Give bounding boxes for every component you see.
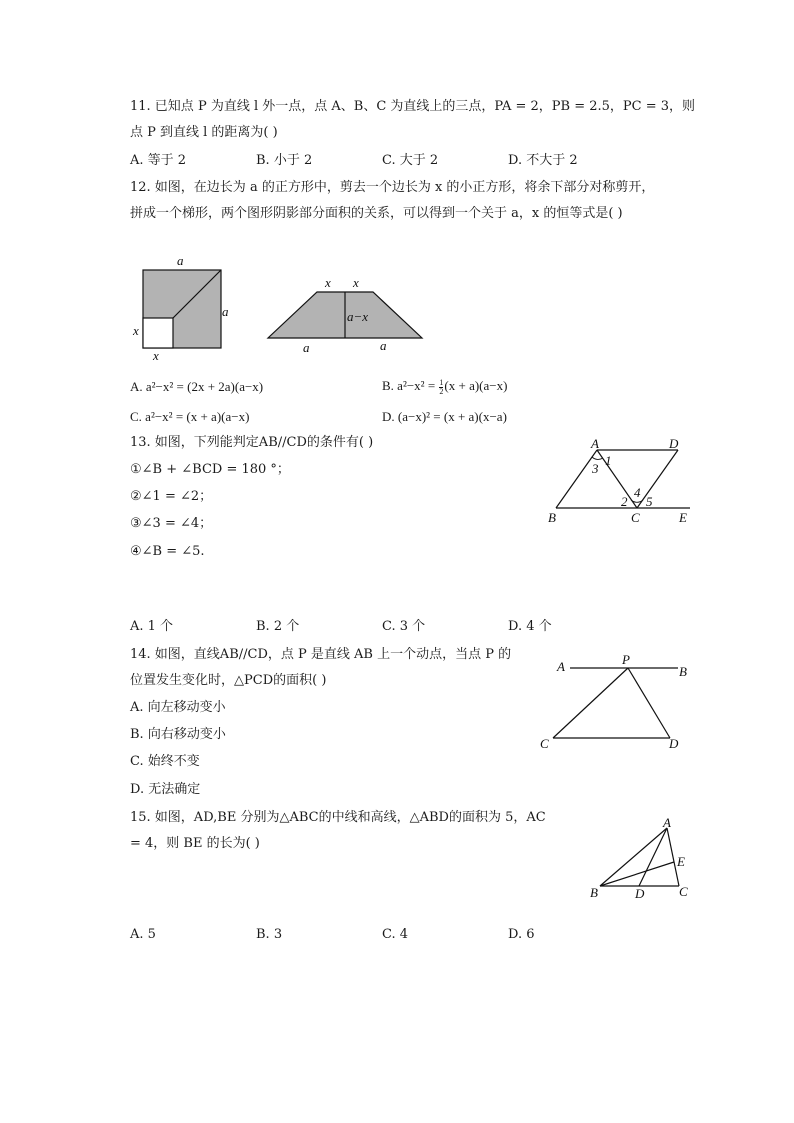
q11-option-d: D. 不大于 2	[508, 153, 578, 168]
q14-option-b: B. 向右移动变小	[130, 727, 226, 742]
label-angle-5: 5	[646, 494, 653, 509]
label-B: B	[590, 885, 598, 900]
label-a-top: a	[177, 253, 184, 268]
q14-option-d: D. 无法确定	[130, 782, 201, 797]
label-P: P	[622, 652, 630, 667]
q15-stem-line2: = 4，则 BE 的长为( )	[130, 836, 260, 851]
q14-triangle-figure	[535, 650, 705, 755]
q11-option-b: B. 小于 2	[256, 153, 313, 168]
label-a-right: a	[380, 338, 387, 353]
label-x-bottom: x	[153, 348, 159, 363]
q13-option-a: A. 1 个	[130, 619, 174, 634]
q13-condition-4: ④∠B = ∠5.	[130, 544, 205, 559]
q15-option-c: C. 4	[382, 927, 409, 942]
label-D: D	[669, 436, 679, 451]
q13-condition-1: ①∠B + ∠BCD = 180 °；	[130, 462, 290, 477]
q12-stem-line2: 拼成一个梯形，两个图形阴影部分面积的关系，可以得到一个关于 a，x 的恒等式是( )	[130, 206, 623, 221]
q14-option-c: C. 始终不变	[130, 754, 200, 769]
q12-option-b: B. a²−x² = $\frac{1}{2}$ (x + a)(a−x)	[382, 377, 508, 396]
side-ab	[600, 828, 667, 886]
q13-parallelogram-figure	[545, 438, 705, 533]
label-A: A	[663, 815, 671, 830]
label-C: C	[540, 736, 549, 751]
q15-option-a: A. 5	[130, 927, 156, 942]
q11-stem-line1: 11. 已知点 P 为直线 l 外一点，点 A、B、C 为直线上的三点，PA = 2，PB = 2.5，PC = 3，则	[130, 99, 696, 114]
label-a-minus-x: a−x	[347, 309, 369, 324]
label-A: A	[591, 436, 599, 451]
label-D: D	[635, 886, 645, 901]
line-pc	[553, 668, 628, 738]
q11-option-c: C. 大于 2	[382, 153, 439, 168]
q14-option-a: A. 向左移动变小	[130, 700, 226, 715]
q11-stem-line2: 点 P 到直线 l 的距离为( )	[130, 125, 278, 140]
q13-condition-2: ②∠1 = ∠2；	[130, 489, 213, 504]
q12-option-a: A. a²−x² = (2x + 2a)(a−x)	[130, 379, 264, 394]
line-ac	[597, 450, 637, 508]
line-cd	[637, 450, 678, 508]
q13-option-c: C. 3 个	[382, 619, 426, 634]
label-angle-3: 3	[592, 461, 599, 476]
altitude-be	[600, 862, 674, 886]
label-x-left: x	[325, 275, 331, 290]
label-a-left: a	[303, 340, 310, 355]
label-x-right: x	[353, 275, 359, 290]
fraction-one-half: $\frac{1}{2}$	[439, 377, 444, 396]
q12-square-figure	[130, 250, 240, 365]
q15-option-d: D. 6	[508, 927, 535, 942]
label-E: E	[679, 510, 687, 525]
q12-trapezoid-figure	[265, 272, 435, 362]
square-cut-corner	[143, 318, 173, 348]
q14-stem-line1: 14. 如图，直线AB//CD，点 P 是直线 AB 上一个动点，当点 P 的	[130, 647, 512, 662]
q15-triangle-figure	[585, 815, 700, 905]
q12-stem-line1: 12. 如图，在边长为 a 的正方形中，剪去一个边长为 x 的小正方形，将余下部分对称剪开，	[130, 180, 655, 195]
label-angle-2: 2	[621, 494, 628, 509]
label-x-left: x	[133, 323, 139, 338]
label-B: B	[679, 664, 687, 679]
q14-stem-line2: 位置发生变化时，△PCD的面积( )	[130, 673, 327, 688]
label-E: E	[677, 854, 685, 869]
q13-option-b: B. 2 个	[256, 619, 300, 634]
q13-option-d: D. 4 个	[508, 619, 552, 634]
q11-option-a: A. 等于 2	[130, 153, 187, 168]
line-pd	[628, 668, 670, 738]
q13-stem: 13. 如图，下列能判定AB//CD的条件有( )	[130, 435, 374, 450]
label-C: C	[631, 510, 640, 525]
q15-stem-line1: 15. 如图，AD,BE 分别为△ABC的中线和高线，△ABD的面积为 5，AC	[130, 810, 546, 825]
label-A: A	[557, 659, 565, 674]
label-C: C	[679, 884, 688, 899]
q15-option-b: B. 3	[256, 927, 283, 942]
label-B: B	[548, 510, 556, 525]
label-D: D	[669, 736, 679, 751]
median-ad	[639, 828, 667, 886]
q12-option-d: D. (a−x)² = (x + a)(x−a)	[382, 409, 507, 424]
label-a-right: a	[222, 304, 229, 319]
q13-condition-3: ③∠3 = ∠4；	[130, 516, 213, 531]
label-angle-4: 4	[634, 485, 641, 500]
label-angle-1: 1	[605, 453, 612, 468]
q12-option-c: C. a²−x² = (x + a)(a−x)	[130, 409, 250, 424]
line-ab	[556, 450, 597, 508]
